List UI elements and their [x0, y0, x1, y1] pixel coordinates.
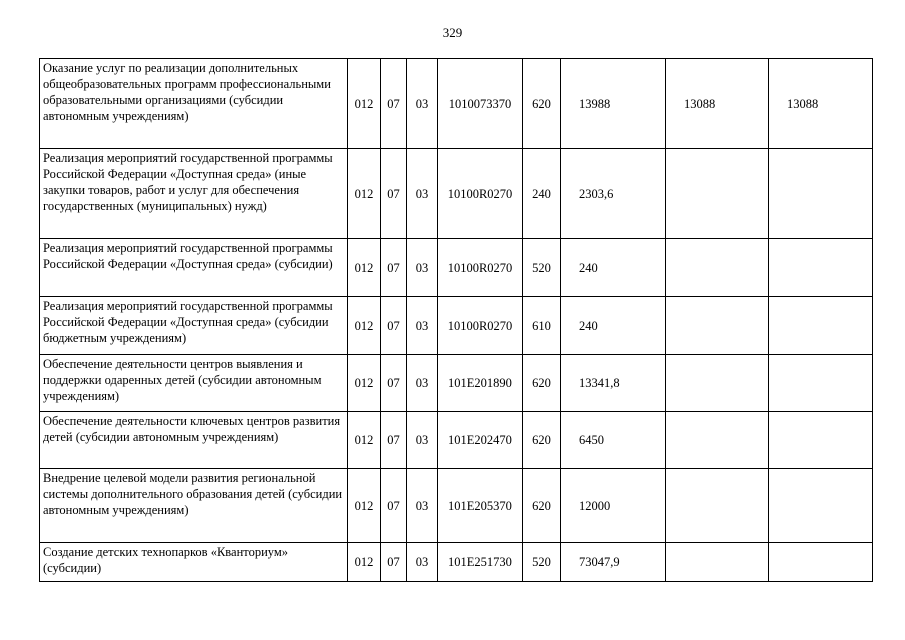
amount-year-2: [666, 149, 769, 239]
subsection-code: 03: [407, 469, 438, 543]
row-description: Обеспечение деятельности ключевых центров развития детей (субсидии автономным учреждениям): [40, 412, 348, 469]
amount-year-3: [769, 543, 873, 582]
table-row: [40, 543, 873, 582]
amount-year-1: 6450: [561, 412, 666, 469]
row-description: Создание детских технопарков «Кванториум» (субсидии): [40, 543, 348, 582]
amount-year-3: [769, 149, 873, 239]
table-row: [40, 469, 873, 543]
amount-year-1: 12000: [561, 469, 666, 543]
target-article-code: 1010073370: [438, 59, 523, 149]
row-description: Внедрение целевой модели развития региональной системы дополнительного образования детей (субсидии автономным учреждениям): [40, 469, 348, 543]
expense-type-code: 620: [523, 355, 561, 412]
amount-year-3: [769, 239, 873, 297]
amount-year-1: 2303,6: [561, 149, 666, 239]
ministry-code: 012: [348, 149, 381, 239]
table-body: [40, 59, 873, 582]
section-code: 07: [381, 297, 407, 355]
amount-year-2: [666, 543, 769, 582]
amount-year-1: 240: [561, 297, 666, 355]
expense-type-code: 520: [523, 239, 561, 297]
ministry-code: 012: [348, 543, 381, 582]
expense-type-code: 240: [523, 149, 561, 239]
section-code: 07: [381, 59, 407, 149]
target-article-code: 10100R0270: [438, 297, 523, 355]
ministry-code: 012: [348, 355, 381, 412]
amount-year-2: [666, 239, 769, 297]
amount-year-2: [666, 355, 769, 412]
ministry-code: 012: [348, 469, 381, 543]
subsection-code: 03: [407, 59, 438, 149]
expense-type-code: 620: [523, 412, 561, 469]
table-row: [40, 149, 873, 239]
expense-type-code: 520: [523, 543, 561, 582]
subsection-code: 03: [407, 355, 438, 412]
ministry-code: 012: [348, 412, 381, 469]
amount-year-2: [666, 469, 769, 543]
target-article-code: 10100R0270: [438, 149, 523, 239]
amount-year-3: [769, 297, 873, 355]
section-code: 07: [381, 355, 407, 412]
amount-year-2: 13088: [666, 59, 769, 149]
section-code: 07: [381, 543, 407, 582]
table-row: [40, 297, 873, 355]
amount-year-3: [769, 412, 873, 469]
target-article-code: 10100R0270: [438, 239, 523, 297]
page-number: 329: [442, 25, 463, 40]
amount-year-3: 13088: [769, 59, 873, 149]
amount-year-2: [666, 297, 769, 355]
subsection-code: 03: [407, 297, 438, 355]
target-article-code: 101E202470: [438, 412, 523, 469]
subsection-code: 03: [407, 412, 438, 469]
ministry-code: 012: [348, 297, 381, 355]
row-description: Реализация мероприятий государственной программы Российской Федерации «Доступная среда» (субсидии): [40, 239, 348, 297]
subsection-code: 03: [407, 149, 438, 239]
target-article-code: 101E205370: [438, 469, 523, 543]
expense-type-code: 620: [523, 59, 561, 149]
table-row: [40, 59, 873, 149]
table-row: [40, 355, 873, 412]
ministry-code: 012: [348, 59, 381, 149]
row-description: Оказание услуг по реализации дополнительных общеобразовательных программ профессиональными образовательными организациями (субсидии автономным учреждениям): [40, 59, 348, 149]
row-description: Обеспечение деятельности центров выявления и поддержки одаренных детей (субсидии автономным учреждениям): [40, 355, 348, 412]
expense-type-code: 620: [523, 469, 561, 543]
row-description: Реализация мероприятий государственной программы Российской Федерации «Доступная среда» (иные закупки товаров, работ и услуг для обеспечения государственных (муниципальных) нужд): [40, 149, 348, 239]
amount-year-1: 240: [561, 239, 666, 297]
target-article-code: 101E201890: [438, 355, 523, 412]
subsection-code: 03: [407, 543, 438, 582]
table-row: [40, 412, 873, 469]
amount-year-1: 13341,8: [561, 355, 666, 412]
ministry-code: 012: [348, 239, 381, 297]
amount-year-1: 73047,9: [561, 543, 666, 582]
section-code: 07: [381, 469, 407, 543]
target-article-code: 101E251730: [438, 543, 523, 582]
amount-year-3: [769, 355, 873, 412]
amount-year-2: [666, 412, 769, 469]
budget-table: [39, 58, 873, 582]
section-code: 07: [381, 149, 407, 239]
amount-year-1: 13988: [561, 59, 666, 149]
table-row: [40, 239, 873, 297]
amount-year-3: [769, 469, 873, 543]
subsection-code: 03: [407, 239, 438, 297]
row-description: Реализация мероприятий государственной программы Российской Федерации «Доступная среда» (субсидии бюджетным учреждениям): [40, 297, 348, 355]
section-code: 07: [381, 412, 407, 469]
expense-type-code: 610: [523, 297, 561, 355]
section-code: 07: [381, 239, 407, 297]
